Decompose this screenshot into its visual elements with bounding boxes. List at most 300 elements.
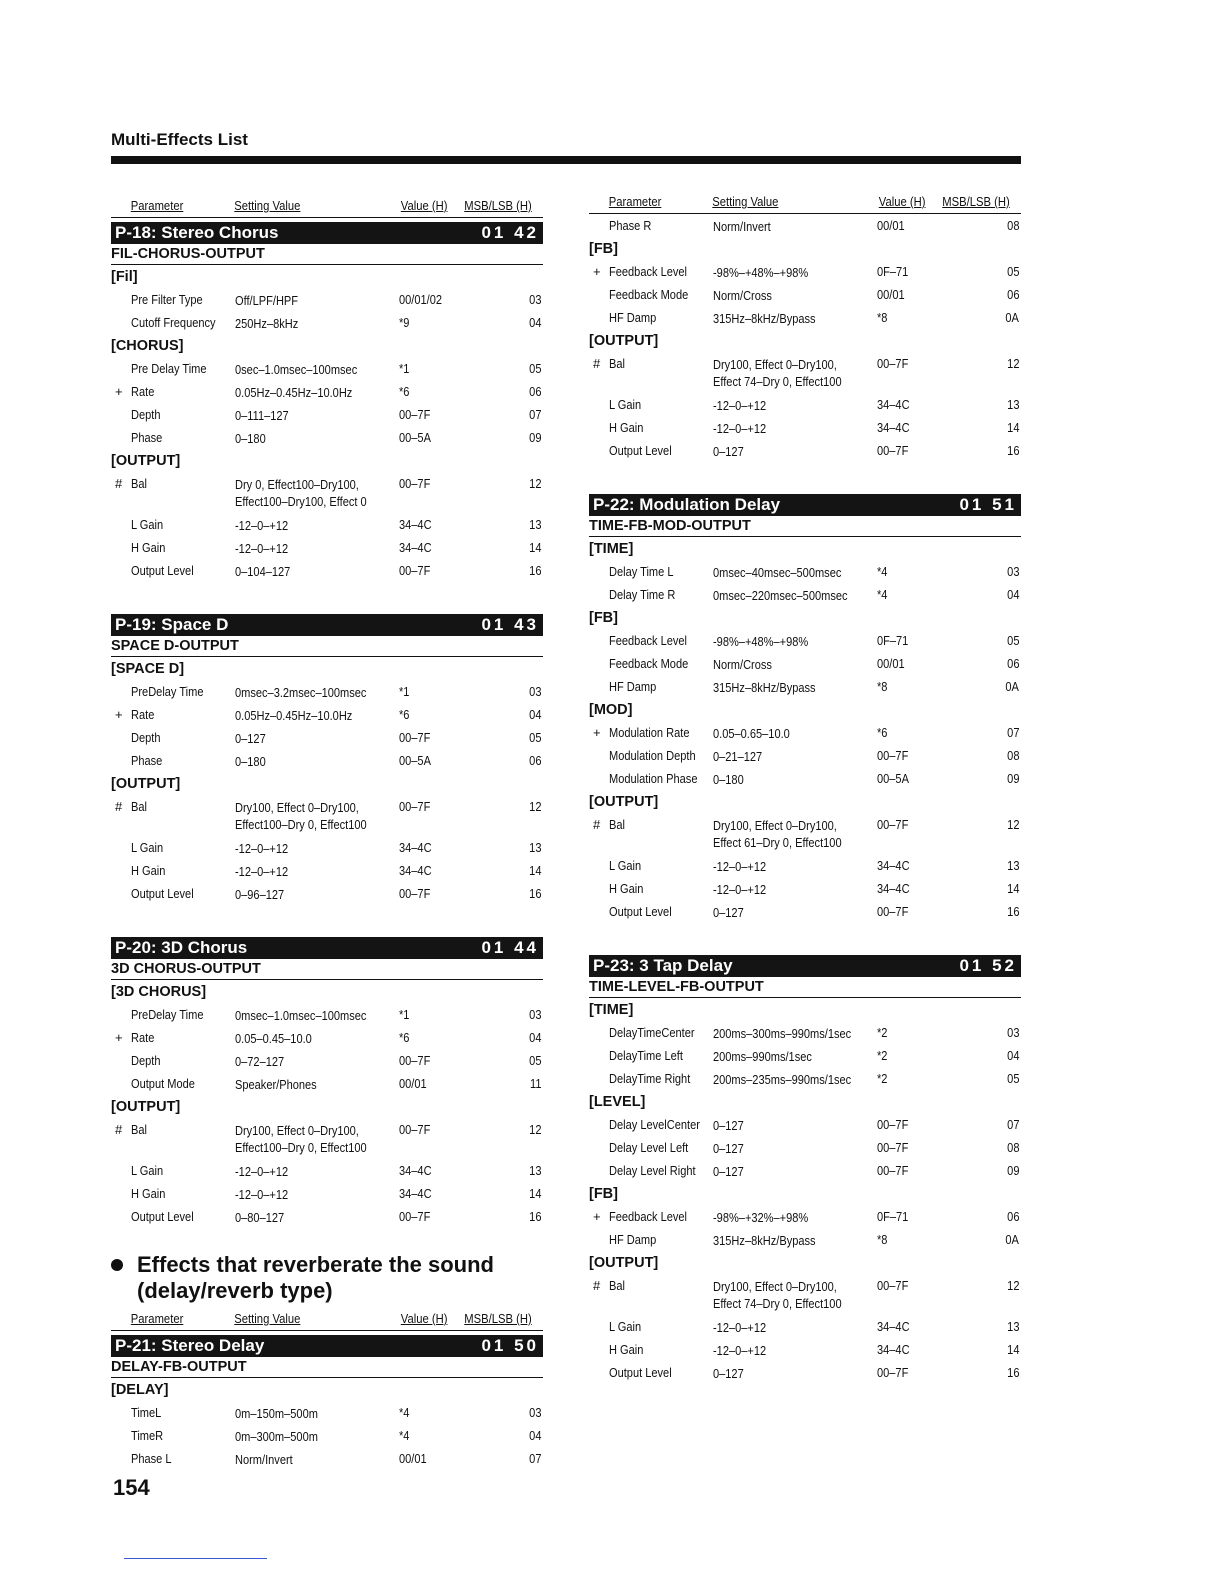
row-msb-lsb: 0A (1005, 679, 1019, 694)
row-value-hex: 00–5A (399, 753, 431, 768)
title-rule (111, 156, 1021, 164)
row-msb-lsb: 13 (528, 840, 541, 855)
row-msb-lsb: 14 (528, 863, 541, 878)
row-parameter: Pre Filter Type (131, 292, 203, 307)
row-msb-lsb: 14 (528, 1186, 541, 1201)
group-label: [OUTPUT] (589, 1255, 659, 1271)
row-setting-line: 0–72–127 (235, 1054, 285, 1069)
header-msb-lsb: MSB/LSB (H) (464, 199, 532, 213)
row-msb-lsb: 04 (1006, 1048, 1019, 1063)
header-parameter: Parameter (130, 199, 184, 213)
group-label: [OUTPUT] (111, 1099, 181, 1115)
table-row (111, 859, 543, 882)
row-msb-lsb: 09 (1006, 771, 1019, 786)
row-setting (713, 564, 841, 581)
row-setting (713, 1140, 744, 1157)
row-msb-lsb: 05 (528, 730, 541, 745)
row-msb-lsb: 16 (1006, 1365, 1019, 1380)
row-msb-lsb: 14 (528, 540, 541, 555)
header-parameter: Parameter (130, 1312, 184, 1326)
effect-title-bar (589, 494, 1021, 516)
row-setting-line: 250Hz–8kHz (235, 316, 299, 331)
table-row (589, 1113, 1021, 1136)
row-setting (235, 1053, 284, 1070)
row-msb-lsb: 06 (528, 753, 541, 768)
effect-code: 01 44 (481, 938, 539, 957)
row-mark: # (115, 799, 123, 814)
row-setting-line: 0m–150m–500m (235, 1406, 318, 1421)
block-gap (111, 1228, 543, 1242)
effect-name: P-21: Stereo Delay (115, 1336, 265, 1355)
row-setting-line: -12–0–+12 (235, 864, 289, 879)
group-label: [OUTPUT] (111, 776, 181, 792)
row-msb-lsb: 05 (528, 1053, 541, 1068)
row-setting-line: -98%–+48%–+98% (713, 634, 809, 649)
row-value-hex: 00–5A (877, 771, 909, 786)
row-setting-line: 315Hz–8kHz/Bypass (713, 1233, 816, 1248)
row-msb-lsb: 05 (1006, 264, 1019, 279)
block-gap (111, 905, 543, 933)
group-label: [FB] (589, 610, 618, 626)
row-setting (235, 517, 288, 534)
table-header (111, 1310, 543, 1331)
row-setting (235, 1209, 284, 1226)
row-setting (235, 1405, 318, 1422)
row-parameter: L Gain (131, 840, 164, 855)
table-row (111, 1205, 543, 1228)
row-value-hex: 34–4C (399, 840, 432, 855)
row-value-hex: *1 (399, 684, 410, 699)
row-setting (235, 1186, 288, 1203)
row-msb-lsb: 06 (528, 384, 541, 399)
row-setting-line: 0m–300m–500m (235, 1429, 318, 1444)
row-parameter: Delay Time L (609, 564, 674, 579)
row-parameter: L Gain (609, 858, 642, 873)
row-setting (713, 356, 842, 390)
row-mark: + (593, 725, 601, 740)
row-value-hex: *1 (399, 361, 410, 376)
left-column (111, 197, 543, 1470)
row-setting (713, 1048, 812, 1065)
section-heading-line: (delay/reverb type) (137, 1278, 333, 1303)
row-value-hex: 34–4C (399, 1163, 432, 1178)
row-msb-lsb: 07 (1006, 1117, 1019, 1132)
row-setting-line: 0msec–1.0msec–100msec (235, 1008, 367, 1023)
header-msb-lsb: MSB/LSB (H) (942, 195, 1010, 209)
effect-chain: TIME-FB-MOD-OUTPUT (589, 516, 1021, 537)
effect-chain: 3D CHORUS-OUTPUT (111, 959, 543, 980)
group-label: [TIME] (589, 1002, 634, 1018)
row-setting (713, 748, 762, 765)
row-setting (235, 1428, 318, 1445)
group-label: [OUTPUT] (589, 794, 659, 810)
row-setting-line: Dry100, Effect 0–Dry100, (713, 1279, 837, 1294)
row-parameter: Cutoff Frequency (131, 315, 216, 330)
row-setting-line: 0–127 (713, 1164, 744, 1179)
row-value-hex: *4 (399, 1405, 410, 1420)
row-setting-line: Effect 61–Dry 0, Effect100 (713, 835, 842, 850)
page-title: Multi-Effects List (111, 130, 248, 149)
row-setting (713, 443, 744, 460)
row-setting (713, 287, 772, 304)
section-heading (111, 1252, 543, 1304)
row-parameter: Rate (131, 384, 155, 399)
row-value-hex: 00–7F (399, 476, 431, 491)
row-value-hex: 00–7F (877, 1365, 909, 1380)
row-msb-lsb: 03 (528, 292, 541, 307)
table-row (111, 795, 543, 836)
table-row (111, 380, 543, 403)
row-parameter: DelayTimeCenter (609, 1025, 695, 1040)
table-row (589, 283, 1021, 306)
row-msb-lsb: 16 (1006, 443, 1019, 458)
header-setting-value: Setting Value (712, 195, 779, 209)
group-label: [OUTPUT] (589, 333, 659, 349)
row-value-hex: *2 (877, 1025, 888, 1040)
row-setting-line: 0–127 (713, 1118, 744, 1133)
row-msb-lsb: 05 (1006, 1071, 1019, 1086)
row-msb-lsb: 08 (1006, 748, 1019, 763)
row-msb-lsb: 03 (1006, 1025, 1019, 1040)
effect-title-bar (111, 937, 543, 959)
row-setting (713, 1163, 744, 1180)
row-setting (235, 799, 367, 833)
row-msb-lsb: 05 (1006, 633, 1019, 648)
row-msb-lsb: 06 (1006, 656, 1019, 671)
row-value-hex: 00–7F (877, 356, 909, 371)
row-msb-lsb: 04 (1006, 587, 1019, 602)
row-parameter: Phase R (609, 218, 652, 233)
row-value-hex: *8 (877, 310, 888, 325)
row-parameter: Feedback Mode (609, 656, 689, 671)
table-row (589, 393, 1021, 416)
row-mark: # (593, 1278, 601, 1293)
effect-code: 01 43 (481, 615, 539, 634)
row-value-hex: 34–4C (877, 881, 910, 896)
row-msb-lsb: 16 (528, 886, 541, 901)
table-row (589, 439, 1021, 462)
table-row (111, 426, 543, 449)
row-parameter: Output Level (609, 1365, 672, 1380)
row-setting-line: 0–127 (713, 1141, 744, 1156)
row-parameter: Output Level (131, 886, 194, 901)
row-setting-line: -12–0–+12 (235, 518, 289, 533)
row-setting (713, 1365, 744, 1382)
row-msb-lsb: 04 (528, 1030, 541, 1045)
row-setting-line: -12–0–+12 (235, 841, 289, 856)
row-setting (713, 656, 772, 673)
table-header (111, 197, 543, 218)
table-row (111, 1424, 543, 1447)
block-gap (111, 582, 543, 610)
row-value-hex: 00–7F (399, 563, 431, 578)
row-parameter: Bal (609, 356, 625, 371)
row-value-hex: 00–7F (399, 799, 431, 814)
row-setting (235, 753, 266, 770)
table-row (589, 1067, 1021, 1090)
row-setting-line: 0msec–3.2msec–100msec (235, 685, 367, 700)
row-setting-line: -12–0–+12 (713, 1343, 767, 1358)
row-parameter: Phase (131, 430, 163, 445)
row-msb-lsb: 07 (528, 1451, 541, 1466)
row-setting-line: 0–21–127 (713, 749, 763, 764)
row-msb-lsb: 16 (528, 563, 541, 578)
row-parameter: Feedback Level (609, 1209, 688, 1224)
row-setting (235, 840, 288, 857)
row-msb-lsb: 03 (528, 684, 541, 699)
row-value-hex: 00–7F (877, 1278, 909, 1293)
page-number: 154 (113, 1475, 150, 1500)
row-setting-line: 315Hz–8kHz/Bypass (713, 311, 816, 326)
table-row (111, 1182, 543, 1205)
row-parameter: H Gain (609, 881, 644, 896)
row-parameter: Feedback Level (609, 633, 688, 648)
row-msb-lsb: 04 (528, 315, 541, 330)
row-value-hex: *2 (877, 1071, 888, 1086)
section-heading-line: Effects that reverberate the sound (137, 1252, 494, 1277)
effect-code: 01 42 (481, 223, 539, 242)
row-mark: # (593, 817, 601, 832)
effect-title-bar (111, 1335, 543, 1357)
row-value-hex: 00–7F (399, 1209, 431, 1224)
effect-code: 01 51 (959, 495, 1017, 514)
table-row (589, 1159, 1021, 1182)
row-value-hex: 00–7F (877, 904, 909, 919)
table-row (111, 749, 543, 772)
row-parameter: Rate (131, 707, 155, 722)
row-parameter: HF Damp (609, 310, 657, 325)
row-setting (713, 587, 848, 604)
row-setting-line: -98%–+48%–+98% (713, 265, 809, 280)
row-setting-line: 0–80–127 (235, 1210, 285, 1225)
row-setting-line: 0.05Hz–0.45Hz–10.0Hz (235, 708, 353, 723)
row-msb-lsb: 03 (1006, 564, 1019, 579)
row-setting-line: Effect100–Dry 0, Effect100 (235, 1140, 367, 1155)
row-parameter: Modulation Depth (609, 748, 696, 763)
row-parameter: Bal (609, 1278, 625, 1293)
row-parameter: Bal (131, 799, 147, 814)
row-setting (235, 540, 288, 557)
group-label: [CHORUS] (111, 338, 184, 354)
row-value-hex: 0F–71 (877, 633, 909, 648)
row-parameter: Feedback Mode (609, 287, 689, 302)
row-setting (235, 1007, 366, 1024)
row-msb-lsb: 13 (1006, 1319, 1019, 1334)
row-msb-lsb: 0A (1005, 310, 1019, 325)
row-setting-line: -12–0–+12 (713, 398, 767, 413)
effect-chain: DELAY-FB-OUTPUT (111, 1357, 543, 1378)
row-parameter: L Gain (609, 397, 642, 412)
group-label: [Fil] (111, 269, 138, 285)
row-msb-lsb: 13 (1006, 858, 1019, 873)
table-row (589, 877, 1021, 900)
row-setting (713, 1209, 808, 1226)
table-row (111, 403, 543, 426)
effect-name: P-22: Modulation Delay (593, 495, 781, 514)
row-value-hex: 00–7F (877, 1163, 909, 1178)
table-row (111, 1072, 543, 1095)
right-column (589, 193, 1021, 1384)
row-parameter: Delay Level Left (609, 1140, 689, 1155)
row-parameter: Output Level (131, 1209, 194, 1224)
row-value-hex: 34–4C (399, 863, 432, 878)
row-setting-line: 0–180 (713, 772, 744, 787)
row-setting (713, 904, 744, 921)
row-parameter: H Gain (609, 420, 644, 435)
row-setting-line: -12–0–+12 (713, 1320, 767, 1335)
row-setting-line: 315Hz–8kHz/Bypass (713, 680, 816, 695)
row-setting-line: 0sec–1.0msec–100msec (235, 362, 358, 377)
table-row (589, 416, 1021, 439)
table-row (111, 1159, 543, 1182)
table-row (111, 357, 543, 380)
row-value-hex: 00–7F (399, 1053, 431, 1068)
row-msb-lsb: 14 (1006, 881, 1019, 896)
header-setting-value: Setting Value (234, 199, 301, 213)
table-row (589, 652, 1021, 675)
row-setting (713, 1071, 851, 1088)
row-msb-lsb: 13 (1006, 397, 1019, 412)
row-setting (235, 684, 366, 701)
row-msb-lsb: 12 (528, 1122, 541, 1137)
row-value-hex: *6 (877, 725, 888, 740)
row-msb-lsb: 13 (528, 517, 541, 532)
table-row (589, 352, 1021, 393)
row-msb-lsb: 14 (1006, 420, 1019, 435)
table-row (589, 1274, 1021, 1315)
effect-code: 01 50 (481, 1336, 539, 1355)
row-parameter: Depth (131, 1053, 161, 1068)
row-parameter: Output Level (131, 563, 194, 578)
table-row (589, 560, 1021, 583)
row-setting (713, 1117, 744, 1134)
row-value-hex: 00–7F (877, 1140, 909, 1155)
row-setting-line: 0–127 (713, 1366, 744, 1381)
row-value-hex: 00–7F (877, 443, 909, 458)
row-value-hex: *6 (399, 1030, 410, 1045)
row-msb-lsb: 09 (528, 430, 541, 445)
row-parameter: Delay Level Right (609, 1163, 696, 1178)
table-row (111, 513, 543, 536)
table-row (589, 214, 1021, 237)
row-setting-line: 0msec–40msec–500msec (713, 565, 842, 580)
row-setting-line: Dry100, Effect 0–Dry100, (713, 818, 837, 833)
row-setting-line: Dry100, Effect 0–Dry100, (235, 1123, 359, 1138)
group-label: [MOD] (589, 702, 633, 718)
row-parameter: L Gain (131, 517, 164, 532)
table-row (111, 1447, 543, 1470)
row-value-hex: 34–4C (877, 1319, 910, 1334)
row-parameter: L Gain (131, 1163, 164, 1178)
row-parameter: TimeR (131, 1428, 164, 1443)
row-parameter: Bal (609, 817, 625, 832)
row-msb-lsb: 04 (528, 707, 541, 722)
row-setting-line: 200ms–990ms/1sec (713, 1049, 812, 1064)
row-parameter: H Gain (131, 540, 166, 555)
table-row (111, 1026, 543, 1049)
row-setting-line: Dry 0, Effect100–Dry100, (235, 477, 359, 492)
row-setting-line: 0–104–127 (235, 564, 291, 579)
effect-title-bar (111, 614, 543, 636)
row-parameter: L Gain (609, 1319, 642, 1334)
row-parameter: DelayTime Left (609, 1048, 683, 1063)
row-msb-lsb: 07 (528, 407, 541, 422)
table-row (111, 882, 543, 905)
row-setting (235, 730, 266, 747)
group-label: [FB] (589, 241, 618, 257)
row-value-hex: 00/01 (399, 1451, 427, 1466)
table-row (589, 900, 1021, 923)
row-value-hex: 34–4C (399, 540, 432, 555)
row-setting (235, 1451, 293, 1468)
row-parameter: Modulation Rate (609, 725, 690, 740)
row-setting (713, 1278, 842, 1312)
row-msb-lsb: 05 (528, 361, 541, 376)
row-mark: + (115, 707, 123, 722)
row-setting (713, 420, 766, 437)
row-value-hex: 0F–71 (877, 1209, 909, 1224)
table-row (589, 1205, 1021, 1228)
table-row (589, 1044, 1021, 1067)
row-msb-lsb: 12 (528, 476, 541, 491)
bullet-icon (111, 1259, 123, 1271)
row-value-hex: 34–4C (399, 1186, 432, 1201)
row-msb-lsb: 12 (1006, 1278, 1019, 1293)
row-msb-lsb: 04 (528, 1428, 541, 1443)
row-setting (713, 679, 816, 696)
row-value-hex: 00–7F (877, 817, 909, 832)
row-msb-lsb: 08 (1006, 218, 1019, 233)
row-msb-lsb: 0A (1005, 1232, 1019, 1247)
row-msb-lsb: 12 (528, 799, 541, 814)
table-row (111, 311, 543, 334)
row-setting-line: -98%–+32%–+98% (713, 1210, 809, 1225)
effect-title-bar (111, 222, 543, 244)
row-setting-line: 0–180 (235, 431, 266, 446)
row-setting (235, 863, 288, 880)
table-row (111, 288, 543, 311)
row-setting (713, 1342, 766, 1359)
row-value-hex: 00–7F (877, 748, 909, 763)
row-setting (235, 707, 352, 724)
group-label: [TIME] (589, 541, 634, 557)
row-setting (713, 817, 842, 851)
row-parameter: HF Damp (609, 679, 657, 694)
row-parameter: H Gain (609, 1342, 644, 1357)
row-value-hex: 34–4C (877, 1342, 910, 1357)
group-label: [SPACE D] (111, 661, 185, 677)
row-msb-lsb: 03 (528, 1007, 541, 1022)
row-value-hex: 00–7F (399, 886, 431, 901)
row-setting (235, 384, 352, 401)
row-value-hex: *6 (399, 707, 410, 722)
table-row (589, 1338, 1021, 1361)
row-parameter: H Gain (131, 863, 166, 878)
row-setting (235, 563, 290, 580)
row-setting-line: 0–180 (235, 754, 266, 769)
row-value-hex: *4 (399, 1428, 410, 1443)
row-msb-lsb: 16 (1006, 904, 1019, 919)
row-setting-line: 0.05–0.45–10.0 (235, 1031, 312, 1046)
row-value-hex: *1 (399, 1007, 410, 1022)
row-parameter: PreDelay Time (131, 1007, 204, 1022)
row-value-hex: 00/01 (399, 1076, 427, 1091)
row-mark: + (593, 1209, 601, 1224)
row-parameter: Pre Delay Time (131, 361, 207, 376)
table-row (589, 744, 1021, 767)
row-mark: + (115, 384, 123, 399)
effect-name: P-19: Space D (115, 615, 229, 634)
